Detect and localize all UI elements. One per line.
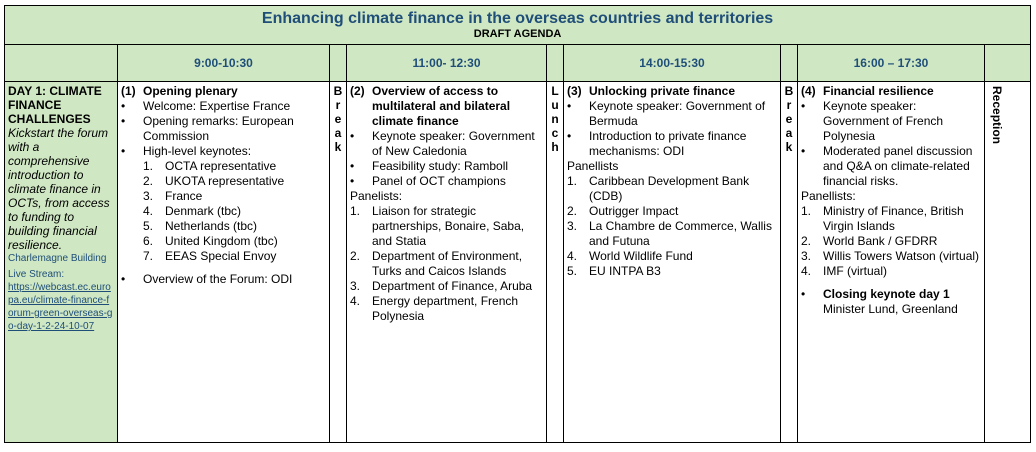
session-1-heading xyxy=(121,84,326,99)
session-4-closing xyxy=(801,287,981,302)
session-3-items xyxy=(567,99,777,159)
day-cell xyxy=(5,82,118,443)
session-1-title: Opening plenary xyxy=(143,84,238,98)
list-item: 3. Department of Finance, Aruba xyxy=(350,279,533,293)
session-2-items xyxy=(350,129,543,189)
list-item: • Keynote speaker: Government of French Polynesia xyxy=(801,99,944,143)
list-item: 7. EEAS Special Envoy xyxy=(143,249,277,263)
session-3-number: (3) xyxy=(567,84,582,98)
time-gap-3 xyxy=(781,45,798,82)
list-item: • Feasibility study: Ramboll xyxy=(350,159,509,173)
reception-label: Reception xyxy=(990,86,1004,145)
time-slot-1: 9:00-10:30 xyxy=(118,45,330,82)
header-cell xyxy=(5,6,1031,45)
list-item: 2. UKOTA representative xyxy=(143,174,285,188)
agenda-title: Enhancing climate finance in the overseas countries and territories xyxy=(261,10,774,27)
list-item: 5. EU INTPA B3 xyxy=(567,264,661,278)
list-item: • Keynote speaker: Government of Bermuda xyxy=(567,99,766,128)
list-item: • Welcome: Expertise France xyxy=(121,99,291,113)
list-item: 2. World Bank / GFDRR xyxy=(801,234,938,248)
list-item: • Opening remarks: European Commission xyxy=(121,114,294,143)
session-3-title: Unlocking private finance xyxy=(589,84,736,98)
reception-cell xyxy=(985,82,1031,443)
agenda-subtitle: DRAFT AGENDA xyxy=(473,28,562,40)
session-4-title: Financial resilience xyxy=(823,84,934,98)
list-item: 1. OCTA representative xyxy=(143,159,277,173)
list-item: 3. La Chambre de Commerce, Wallis and Futuna xyxy=(567,219,772,248)
session-1 xyxy=(118,82,330,443)
session-4-heading xyxy=(801,84,981,99)
session-3-panelists xyxy=(567,174,777,279)
list-item: 4. IMF (virtual) xyxy=(801,264,887,278)
session-4-panel-label: Panellists: xyxy=(801,189,856,203)
list-item: 6. United Kingdom (tbc) xyxy=(143,234,278,248)
session-2-heading xyxy=(350,84,543,129)
closing-speaker: Minister Lund, Greenland xyxy=(823,302,958,316)
day-description: Kickstart the forum with a comprehensive introduction to climate finance in OCTs, from access to funding to building financial resilience. xyxy=(8,126,110,252)
session-4 xyxy=(798,82,985,443)
session-2-panel-label: Panelists: xyxy=(350,189,403,203)
time-blank xyxy=(5,45,118,82)
agenda-table xyxy=(4,5,1031,443)
break-1: B r e a k xyxy=(330,82,347,443)
session-1-keynotes xyxy=(121,159,326,264)
time-gap-2 xyxy=(547,45,564,82)
list-item: • Closing keynote day 1 xyxy=(801,287,950,301)
day-venue: Charlemagne Building xyxy=(8,253,107,264)
list-item: 1. Caribbean Development Bank (CDB) xyxy=(567,174,750,203)
day-title: DAY 1: CLIMATE FINANCE CHALLENGES xyxy=(8,84,102,126)
list-item: 1. Liaison for strategic partnerships, Bonaire, Saba, and Statia xyxy=(350,204,525,248)
session-2-panelists xyxy=(350,204,543,324)
time-gap-1 xyxy=(330,45,347,82)
list-item: 3. Willis Towers Watson (virtual) xyxy=(801,249,980,263)
lunch-break: L u n c h xyxy=(547,82,564,443)
session-1-number: (1) xyxy=(121,84,136,98)
livestream-link[interactable]: https://webcast.ec.europa.eu/climate-finance-forum-green-overseas-go-day-1-2-24-10-07 xyxy=(8,282,113,332)
session-2-number: (2) xyxy=(350,84,365,98)
list-item: 4. World Wildlife Fund xyxy=(567,249,693,263)
list-item: 4. Energy department, French Polynesia xyxy=(350,294,519,323)
time-slot-3: 14:00-15:30 xyxy=(564,45,781,82)
session-3 xyxy=(564,82,781,443)
time-row xyxy=(5,45,1031,82)
session-3-heading xyxy=(567,84,777,99)
session-4-items xyxy=(801,99,981,189)
session-2-title: Overview of access to multilateral and bilateral climate finance xyxy=(372,84,511,128)
list-item: 4. Denmark (tbc) xyxy=(143,204,242,218)
time-slot-2: 11:00- 12:30 xyxy=(347,45,547,82)
livestream-label: Live Stream: xyxy=(8,269,65,280)
list-item: • Overview of the Forum: ODI xyxy=(121,272,293,286)
break-2: B r e a k xyxy=(781,82,798,443)
time-gap-4 xyxy=(985,45,1031,82)
session-4-number: (4) xyxy=(801,84,816,98)
list-item: 3. France xyxy=(143,189,203,203)
day-row xyxy=(5,82,1031,443)
list-item: • Keynote speaker: Government of New Caledonia xyxy=(350,129,535,158)
list-item: 2. Outrigger Impact xyxy=(567,204,679,218)
session-1-items xyxy=(121,99,326,159)
list-item: • Moderated panel discussion and Q&A on climate-related financial risks. xyxy=(801,144,973,188)
session-2 xyxy=(347,82,547,443)
session-4-panelists xyxy=(801,204,981,279)
agenda xyxy=(4,5,1030,447)
list-item: • Introduction to private finance mechanisms: ODI xyxy=(567,129,747,158)
closing-title: Closing keynote day 1 xyxy=(823,287,950,301)
session-1-last xyxy=(121,272,326,287)
time-slot-4: 16:00 – 17:30 xyxy=(798,45,985,82)
list-item: • High-level keynotes: xyxy=(121,144,252,158)
list-item: 2. Department of Environment, Turks and Caicos Islands xyxy=(350,249,523,278)
list-item: 1. Ministry of Finance, British Virgin Islands xyxy=(801,204,964,233)
list-item: • Panel of OCT champions xyxy=(350,174,506,188)
list-item: 5. Netherlands (tbc) xyxy=(143,219,258,233)
session-3-panel-label: Panellists xyxy=(567,159,619,173)
